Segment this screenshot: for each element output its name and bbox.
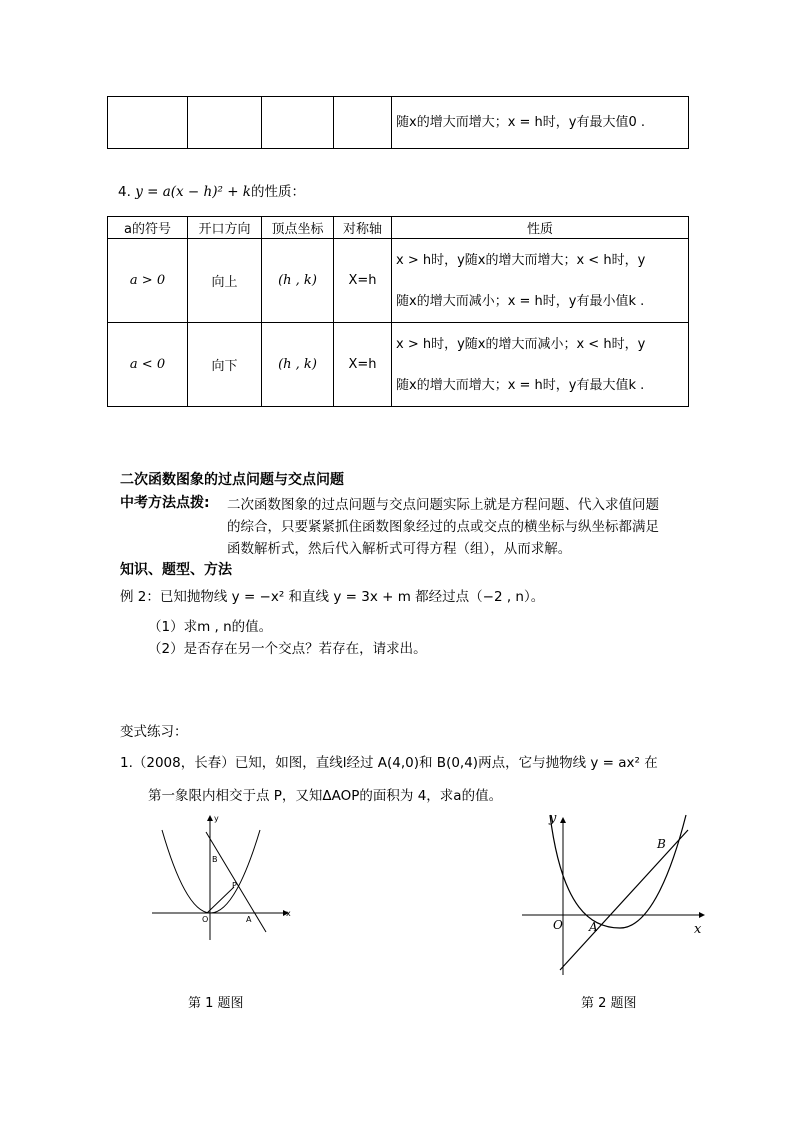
practice-title: 变式练习：	[120, 724, 188, 740]
property-line: 随x的增大而减小；x = h时，y有最小值k .	[396, 293, 645, 309]
header-vertex: 顶点坐标	[262, 217, 334, 239]
practice-line: 1.（2008，长春）已知，如图，直线l经过 A(4,0)和 B(0,4)两点，它与抛物线 y = ax² 在	[120, 755, 658, 771]
label-y: y	[214, 814, 219, 823]
label-a: A	[589, 920, 598, 934]
empty-cell	[108, 97, 188, 149]
practice-line: 第一象限内相交于点 P，又知ΔAOP的面积为 4，求a的值。	[148, 788, 503, 804]
property-line: 随x的增大而增大；x = h时，y有最大值k .	[396, 377, 645, 393]
section-suffix: 的性质：	[250, 184, 305, 200]
topic-title: 二次函数图象的过点问题与交点问题	[120, 472, 344, 488]
empty-cell	[334, 97, 392, 149]
properties-table	[107, 216, 689, 407]
axis-cell: X=h	[334, 239, 392, 323]
label-b: B	[657, 837, 666, 851]
direction-cell: 向上	[188, 239, 262, 323]
method-line: 二次函数图象的过点问题与交点问题实际上就是方程问题、代入求值问题	[227, 497, 659, 513]
header-axis: 对称轴	[334, 217, 392, 239]
empty-cell	[188, 97, 262, 149]
header-sign: a的符号	[108, 217, 188, 239]
label-a: A	[246, 915, 252, 924]
label-p: P	[232, 881, 237, 890]
property-cell	[392, 97, 689, 149]
method-line: 函数解析式，然后代入解析式可得方程（组），从而求解。	[227, 541, 572, 557]
property-cell	[392, 239, 689, 323]
top-continuation-table	[107, 96, 689, 149]
table-row	[108, 323, 689, 407]
label-x: x	[694, 922, 702, 937]
header-property: 性质	[392, 217, 689, 239]
example-question: （2）是否存在另一个交点？若存在，请求出。	[148, 641, 427, 657]
vertex-cell: (h , k)	[262, 323, 334, 407]
knowledge-heading: 知识、题型、方法	[120, 562, 232, 578]
parabola-curve	[550, 815, 686, 928]
label-o: O	[553, 918, 563, 932]
table-row	[108, 239, 689, 323]
figure1-caption: 第 1 题图	[188, 996, 244, 1011]
section4-heading	[118, 180, 305, 200]
method-label: 中考方法点拨:	[120, 495, 210, 511]
figure2-graph	[520, 810, 710, 985]
example-line: 例 2：已知抛物线 y = −x² 和直线 y = 3x + m 都经过点（−2 , n）。	[120, 589, 545, 605]
label-y: y	[549, 811, 557, 826]
header-direction: 开口方向	[188, 217, 262, 239]
property-line: x > h时，y随x的增大而减小；x < h时，y	[396, 336, 646, 352]
label-o: O	[202, 915, 209, 924]
section-number: 4.	[118, 184, 131, 200]
property-text: 随x的增大而增大；x = h时，y有最大值0 .	[396, 115, 646, 130]
direction-cell: 向下	[188, 323, 262, 407]
vertex-cell: (h , k)	[262, 239, 334, 323]
sign-cell: a < 0	[108, 323, 188, 407]
method-line: 的综合，只要紧紧抓住函数图象经过的点或交点的横坐标与纵坐标都满足	[227, 519, 659, 535]
label-b: B	[212, 855, 218, 864]
line-ab	[560, 830, 688, 970]
property-line: x > h时，y随x的增大而增大；x < h时，y	[396, 252, 646, 268]
empty-cell	[262, 97, 334, 149]
parabola-curve	[162, 830, 260, 913]
label-x: x	[286, 909, 291, 918]
sign-cell: a > 0	[108, 239, 188, 323]
axis-cell: X=h	[334, 323, 392, 407]
figure2-caption: 第 2 题图	[581, 996, 637, 1011]
figure1-graph	[150, 812, 300, 942]
section-formula: y = a(x − h)² + k	[135, 184, 251, 200]
example-question: （1）求m , n的值。	[148, 619, 273, 635]
property-cell	[392, 323, 689, 407]
